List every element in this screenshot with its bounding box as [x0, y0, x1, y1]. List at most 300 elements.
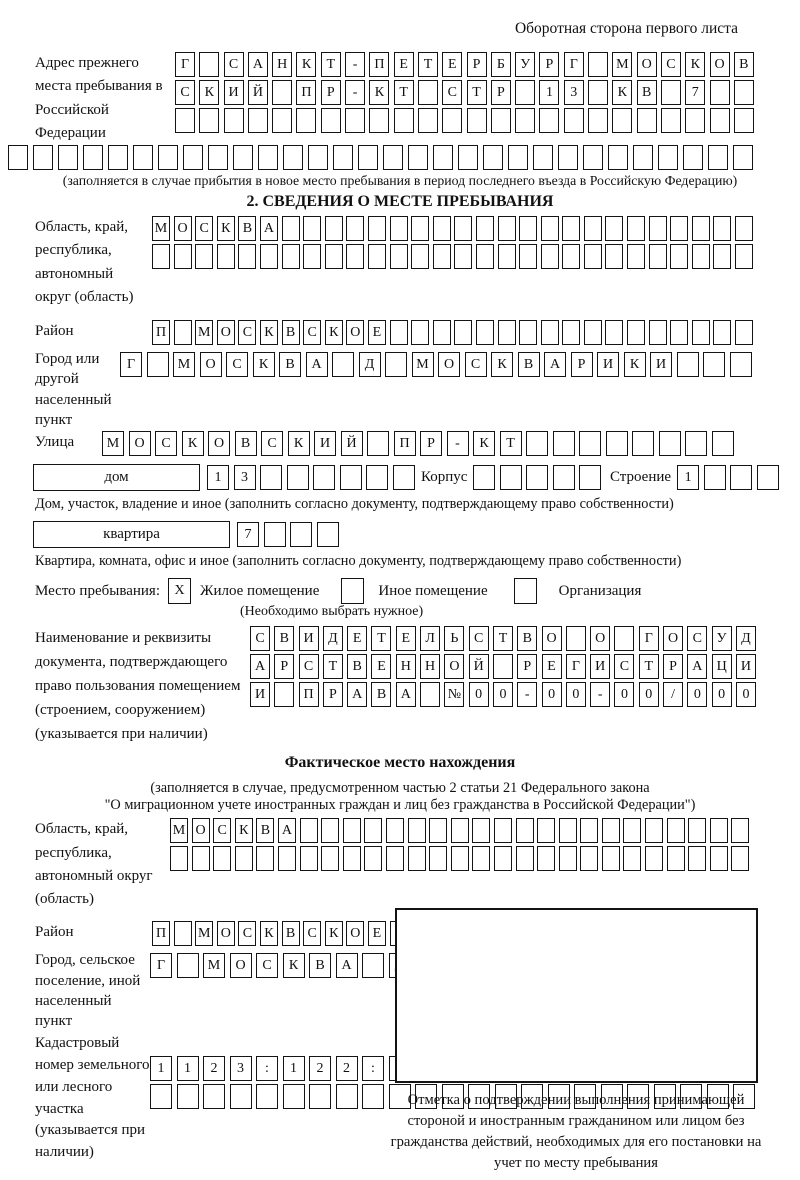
- char-cell[interactable]: Н: [272, 52, 292, 77]
- char-cell[interactable]: [411, 320, 429, 345]
- char-cell[interactable]: [580, 846, 598, 871]
- char-cell[interactable]: [692, 244, 710, 269]
- char-cell[interactable]: [174, 320, 192, 345]
- char-cell[interactable]: П: [369, 52, 389, 77]
- char-cell[interactable]: [633, 145, 653, 170]
- char-cell[interactable]: [321, 818, 339, 843]
- char-cell[interactable]: Е: [396, 626, 416, 651]
- char-cell[interactable]: [369, 108, 389, 133]
- char-cell[interactable]: [321, 846, 339, 871]
- char-cell[interactable]: Т: [467, 80, 487, 105]
- char-cell[interactable]: [608, 145, 628, 170]
- char-cell[interactable]: [83, 145, 103, 170]
- char-cell[interactable]: О: [663, 626, 683, 651]
- char-cell[interactable]: А: [278, 818, 296, 843]
- char-cell[interactable]: [692, 216, 710, 241]
- char-cell[interactable]: [290, 522, 312, 547]
- char-cell[interactable]: [332, 352, 354, 377]
- char-cell[interactable]: [283, 145, 303, 170]
- char-cell[interactable]: Г: [150, 953, 172, 978]
- char-cell[interactable]: Р: [323, 682, 343, 707]
- char-cell[interactable]: [583, 145, 603, 170]
- korpus-cells[interactable]: [473, 465, 606, 493]
- char-cell[interactable]: [562, 244, 580, 269]
- char-cell[interactable]: В: [309, 953, 331, 978]
- char-cell[interactable]: [343, 846, 361, 871]
- char-cell[interactable]: С: [175, 80, 195, 105]
- char-cell[interactable]: [566, 626, 586, 651]
- char-cell[interactable]: [174, 921, 192, 946]
- char-cell[interactable]: О: [217, 921, 235, 946]
- char-cell[interactable]: [472, 818, 490, 843]
- char-cell[interactable]: К: [283, 953, 305, 978]
- char-cell[interactable]: О: [444, 654, 464, 679]
- char-cell[interactable]: [282, 244, 300, 269]
- char-cell[interactable]: П: [296, 80, 316, 105]
- char-cell[interactable]: П: [152, 320, 170, 345]
- char-cell[interactable]: О: [542, 626, 562, 651]
- char-cell[interactable]: Е: [368, 921, 386, 946]
- char-cell[interactable]: П: [152, 921, 170, 946]
- char-cell[interactable]: [612, 108, 632, 133]
- char-cell[interactable]: [325, 244, 343, 269]
- char-cell[interactable]: [710, 818, 728, 843]
- char-cell[interactable]: [605, 216, 623, 241]
- char-cell[interactable]: А: [248, 52, 268, 77]
- char-cell[interactable]: С: [469, 626, 489, 651]
- char-cell[interactable]: 0: [639, 682, 659, 707]
- char-cell[interactable]: [158, 145, 178, 170]
- char-cell[interactable]: 1: [283, 1056, 305, 1081]
- char-cell[interactable]: [498, 216, 516, 241]
- char-cell[interactable]: [553, 465, 575, 490]
- checkbox-organizatsiya[interactable]: [514, 578, 537, 604]
- char-cell[interactable]: [519, 320, 537, 345]
- char-cell[interactable]: [283, 1084, 305, 1109]
- char-cell[interactable]: [133, 145, 153, 170]
- char-cell[interactable]: [632, 431, 654, 456]
- char-cell[interactable]: [454, 244, 472, 269]
- char-cell[interactable]: Н: [396, 654, 416, 679]
- char-cell[interactable]: 7: [685, 80, 705, 105]
- char-cell[interactable]: Т: [418, 52, 438, 77]
- char-cell[interactable]: [429, 846, 447, 871]
- doc-row-2[interactable]: [250, 654, 760, 682]
- char-cell[interactable]: А: [396, 682, 416, 707]
- char-cell[interactable]: [515, 80, 535, 105]
- prev-address-row-3[interactable]: [175, 108, 758, 136]
- char-cell[interactable]: [233, 145, 253, 170]
- char-cell[interactable]: В: [371, 682, 391, 707]
- char-cell[interactable]: К: [369, 80, 389, 105]
- char-cell[interactable]: [559, 846, 577, 871]
- char-cell[interactable]: [418, 108, 438, 133]
- char-cell[interactable]: [33, 145, 53, 170]
- char-cell[interactable]: [649, 244, 667, 269]
- char-cell[interactable]: С: [299, 654, 319, 679]
- char-cell[interactable]: [710, 846, 728, 871]
- char-cell[interactable]: С: [155, 431, 177, 456]
- char-cell[interactable]: [519, 216, 537, 241]
- char-cell[interactable]: [500, 465, 522, 490]
- char-cell[interactable]: Р: [274, 654, 294, 679]
- char-cell[interactable]: [390, 216, 408, 241]
- char-cell[interactable]: -: [590, 682, 610, 707]
- char-cell[interactable]: Г: [564, 52, 584, 77]
- char-cell[interactable]: М: [195, 320, 213, 345]
- char-cell[interactable]: М: [412, 352, 434, 377]
- char-cell[interactable]: [451, 846, 469, 871]
- char-cell[interactable]: Р: [491, 80, 511, 105]
- char-cell[interactable]: [516, 818, 534, 843]
- char-cell[interactable]: [494, 846, 512, 871]
- char-cell[interactable]: [248, 108, 268, 133]
- char-cell[interactable]: №: [444, 682, 464, 707]
- char-cell[interactable]: [734, 108, 754, 133]
- char-cell[interactable]: С: [238, 921, 256, 946]
- char-cell[interactable]: [627, 244, 645, 269]
- char-cell[interactable]: И: [736, 654, 756, 679]
- char-cell[interactable]: Р: [663, 654, 683, 679]
- char-cell[interactable]: [325, 216, 343, 241]
- char-cell[interactable]: С: [465, 352, 487, 377]
- char-cell[interactable]: [588, 108, 608, 133]
- char-cell[interactable]: [704, 465, 726, 490]
- char-cell[interactable]: [309, 1084, 331, 1109]
- char-cell[interactable]: [661, 108, 681, 133]
- apartment-box[interactable]: квартира: [33, 521, 230, 548]
- char-cell[interactable]: Е: [394, 52, 414, 77]
- prev-address-row-2[interactable]: [175, 80, 758, 108]
- char-cell[interactable]: Е: [347, 626, 367, 651]
- char-cell[interactable]: 0: [493, 682, 513, 707]
- char-cell[interactable]: С: [661, 52, 681, 77]
- char-cell[interactable]: [282, 216, 300, 241]
- char-cell[interactable]: К: [253, 352, 275, 377]
- char-cell[interactable]: [526, 431, 548, 456]
- char-cell[interactable]: :: [256, 1056, 278, 1081]
- char-cell[interactable]: В: [282, 320, 300, 345]
- char-cell[interactable]: О: [200, 352, 222, 377]
- char-cell[interactable]: С: [614, 654, 634, 679]
- char-cell[interactable]: О: [710, 52, 730, 77]
- char-cell[interactable]: О: [590, 626, 610, 651]
- char-cell[interactable]: [584, 244, 602, 269]
- char-cell[interactable]: [467, 108, 487, 133]
- char-cell[interactable]: 7: [237, 522, 259, 547]
- char-cell[interactable]: [368, 244, 386, 269]
- char-cell[interactable]: [366, 465, 388, 490]
- char-cell[interactable]: [713, 244, 731, 269]
- char-cell[interactable]: [394, 108, 414, 133]
- char-cell[interactable]: [730, 465, 752, 490]
- char-cell[interactable]: [493, 654, 513, 679]
- char-cell[interactable]: И: [224, 80, 244, 105]
- char-cell[interactable]: К: [260, 320, 278, 345]
- char-cell[interactable]: [458, 145, 478, 170]
- char-cell[interactable]: [508, 145, 528, 170]
- char-cell[interactable]: [605, 244, 623, 269]
- char-cell[interactable]: [734, 80, 754, 105]
- char-cell[interactable]: К: [235, 818, 253, 843]
- char-cell[interactable]: -: [345, 80, 365, 105]
- char-cell[interactable]: В: [238, 216, 256, 241]
- char-cell[interactable]: А: [306, 352, 328, 377]
- char-cell[interactable]: 2: [309, 1056, 331, 1081]
- char-cell[interactable]: [208, 145, 228, 170]
- char-cell[interactable]: [627, 216, 645, 241]
- char-cell[interactable]: [627, 320, 645, 345]
- char-cell[interactable]: [683, 145, 703, 170]
- char-cell[interactable]: [670, 244, 688, 269]
- fact-region-row-1[interactable]: [170, 818, 753, 846]
- char-cell[interactable]: В: [637, 80, 657, 105]
- char-cell[interactable]: [386, 846, 404, 871]
- char-cell[interactable]: [605, 320, 623, 345]
- house-box[interactable]: дом: [33, 464, 200, 491]
- checkbox-zhiloe-pomeshchenie[interactable]: X: [168, 578, 191, 604]
- char-cell[interactable]: Г: [639, 626, 659, 651]
- char-cell[interactable]: Н: [420, 654, 440, 679]
- char-cell[interactable]: [537, 818, 555, 843]
- char-cell[interactable]: И: [299, 626, 319, 651]
- char-cell[interactable]: Й: [248, 80, 268, 105]
- char-cell[interactable]: К: [260, 921, 278, 946]
- char-cell[interactable]: Г: [175, 52, 195, 77]
- char-cell[interactable]: [649, 320, 667, 345]
- char-cell[interactable]: [637, 108, 657, 133]
- char-cell[interactable]: [730, 352, 752, 377]
- char-cell[interactable]: [343, 818, 361, 843]
- doc-row-3[interactable]: [250, 682, 760, 710]
- char-cell[interactable]: [362, 953, 384, 978]
- char-cell[interactable]: 3: [230, 1056, 252, 1081]
- char-cell[interactable]: [346, 244, 364, 269]
- char-cell[interactable]: [658, 145, 678, 170]
- char-cell[interactable]: О: [208, 431, 230, 456]
- char-cell[interactable]: [364, 846, 382, 871]
- char-cell[interactable]: [367, 431, 389, 456]
- char-cell[interactable]: 1: [539, 80, 559, 105]
- char-cell[interactable]: [238, 244, 256, 269]
- char-cell[interactable]: [649, 216, 667, 241]
- char-cell[interactable]: [713, 216, 731, 241]
- char-cell[interactable]: [278, 846, 296, 871]
- char-cell[interactable]: [661, 80, 681, 105]
- char-cell[interactable]: [58, 145, 78, 170]
- char-cell[interactable]: Ц: [712, 654, 732, 679]
- char-cell[interactable]: [411, 244, 429, 269]
- char-cell[interactable]: [358, 145, 378, 170]
- char-cell[interactable]: [476, 216, 494, 241]
- char-cell[interactable]: [476, 320, 494, 345]
- char-cell[interactable]: Р: [420, 431, 442, 456]
- char-cell[interactable]: К: [325, 921, 343, 946]
- char-cell[interactable]: [368, 216, 386, 241]
- char-cell[interactable]: [645, 818, 663, 843]
- char-cell[interactable]: В: [282, 921, 300, 946]
- char-cell[interactable]: М: [612, 52, 632, 77]
- char-cell[interactable]: [584, 320, 602, 345]
- char-cell[interactable]: К: [296, 52, 316, 77]
- char-cell[interactable]: [333, 145, 353, 170]
- char-cell[interactable]: [175, 108, 195, 133]
- char-cell[interactable]: [579, 431, 601, 456]
- char-cell[interactable]: [150, 1084, 172, 1109]
- char-cell[interactable]: 3: [564, 80, 584, 105]
- char-cell[interactable]: А: [336, 953, 358, 978]
- char-cell[interactable]: [177, 953, 199, 978]
- char-cell[interactable]: К: [217, 216, 235, 241]
- char-cell[interactable]: 0: [712, 682, 732, 707]
- char-cell[interactable]: К: [491, 352, 513, 377]
- char-cell[interactable]: В: [274, 626, 294, 651]
- char-cell[interactable]: С: [256, 953, 278, 978]
- char-cell[interactable]: [757, 465, 779, 490]
- char-cell[interactable]: [541, 216, 559, 241]
- district-row[interactable]: [152, 320, 757, 348]
- char-cell[interactable]: А: [687, 654, 707, 679]
- char-cell[interactable]: [346, 216, 364, 241]
- char-cell[interactable]: [296, 108, 316, 133]
- char-cell[interactable]: 2: [203, 1056, 225, 1081]
- char-cell[interactable]: Е: [442, 52, 462, 77]
- char-cell[interactable]: А: [347, 682, 367, 707]
- char-cell[interactable]: [713, 320, 731, 345]
- char-cell[interactable]: [494, 818, 512, 843]
- char-cell[interactable]: [386, 818, 404, 843]
- char-cell[interactable]: К: [288, 431, 310, 456]
- char-cell[interactable]: [692, 320, 710, 345]
- char-cell[interactable]: [584, 216, 602, 241]
- char-cell[interactable]: [183, 145, 203, 170]
- char-cell[interactable]: Р: [571, 352, 593, 377]
- char-cell[interactable]: 0: [566, 682, 586, 707]
- char-cell[interactable]: Л: [420, 626, 440, 651]
- char-cell[interactable]: [667, 818, 685, 843]
- char-cell[interactable]: 0: [687, 682, 707, 707]
- char-cell[interactable]: -: [517, 682, 537, 707]
- prev-address-row-1[interactable]: [175, 52, 758, 80]
- char-cell[interactable]: /: [663, 682, 683, 707]
- char-cell[interactable]: У: [712, 626, 732, 651]
- char-cell[interactable]: [108, 145, 128, 170]
- char-cell[interactable]: П: [394, 431, 416, 456]
- char-cell[interactable]: [688, 846, 706, 871]
- char-cell[interactable]: [408, 145, 428, 170]
- char-cell[interactable]: -: [345, 52, 365, 77]
- char-cell[interactable]: [473, 465, 495, 490]
- char-cell[interactable]: [735, 216, 753, 241]
- char-cell[interactable]: [670, 216, 688, 241]
- char-cell[interactable]: У: [515, 52, 535, 77]
- char-cell[interactable]: [385, 352, 407, 377]
- char-cell[interactable]: Р: [517, 654, 537, 679]
- prev-address-row-4[interactable]: [0, 145, 800, 173]
- char-cell[interactable]: 1: [150, 1056, 172, 1081]
- char-cell[interactable]: [588, 52, 608, 77]
- char-cell[interactable]: Д: [359, 352, 381, 377]
- char-cell[interactable]: К: [612, 80, 632, 105]
- char-cell[interactable]: [256, 846, 274, 871]
- char-cell[interactable]: [731, 818, 749, 843]
- street-row[interactable]: [102, 431, 738, 459]
- char-cell[interactable]: [199, 108, 219, 133]
- char-cell[interactable]: [317, 522, 339, 547]
- char-cell[interactable]: Т: [639, 654, 659, 679]
- char-cell[interactable]: [562, 216, 580, 241]
- char-cell[interactable]: [192, 846, 210, 871]
- char-cell[interactable]: М: [195, 921, 213, 946]
- char-cell[interactable]: [685, 108, 705, 133]
- char-cell[interactable]: К: [473, 431, 495, 456]
- char-cell[interactable]: [519, 244, 537, 269]
- char-cell[interactable]: 0: [736, 682, 756, 707]
- char-cell[interactable]: [537, 846, 555, 871]
- char-cell[interactable]: С: [226, 352, 248, 377]
- char-cell[interactable]: [606, 431, 628, 456]
- char-cell[interactable]: [541, 320, 559, 345]
- char-cell[interactable]: [264, 522, 286, 547]
- char-cell[interactable]: :: [362, 1056, 384, 1081]
- char-cell[interactable]: [559, 818, 577, 843]
- char-cell[interactable]: [498, 320, 516, 345]
- char-cell[interactable]: М: [203, 953, 225, 978]
- char-cell[interactable]: [710, 80, 730, 105]
- char-cell[interactable]: [303, 244, 321, 269]
- char-cell[interactable]: [364, 818, 382, 843]
- char-cell[interactable]: [429, 818, 447, 843]
- char-cell[interactable]: [677, 352, 699, 377]
- char-cell[interactable]: [533, 145, 553, 170]
- stroenie-cells[interactable]: [677, 465, 783, 493]
- char-cell[interactable]: [224, 108, 244, 133]
- char-cell[interactable]: [708, 145, 728, 170]
- char-cell[interactable]: О: [230, 953, 252, 978]
- char-cell[interactable]: Б: [491, 52, 511, 77]
- char-cell[interactable]: О: [217, 320, 235, 345]
- char-cell[interactable]: 3: [234, 465, 256, 490]
- char-cell[interactable]: 0: [614, 682, 634, 707]
- char-cell[interactable]: Ь: [444, 626, 464, 651]
- char-cell[interactable]: [564, 108, 584, 133]
- char-cell[interactable]: В: [734, 52, 754, 77]
- char-cell[interactable]: [553, 431, 575, 456]
- char-cell[interactable]: С: [224, 52, 244, 77]
- char-cell[interactable]: И: [250, 682, 270, 707]
- doc-row-1[interactable]: [250, 626, 760, 654]
- char-cell[interactable]: М: [152, 216, 170, 241]
- char-cell[interactable]: Е: [542, 654, 562, 679]
- char-cell[interactable]: [345, 108, 365, 133]
- char-cell[interactable]: Т: [321, 52, 341, 77]
- char-cell[interactable]: [390, 244, 408, 269]
- char-cell[interactable]: [152, 244, 170, 269]
- char-cell[interactable]: [454, 216, 472, 241]
- char-cell[interactable]: [667, 846, 685, 871]
- char-cell[interactable]: Д: [323, 626, 343, 651]
- char-cell[interactable]: И: [590, 654, 610, 679]
- char-cell[interactable]: В: [347, 654, 367, 679]
- char-cell[interactable]: 2: [336, 1056, 358, 1081]
- char-cell[interactable]: [418, 80, 438, 105]
- apartment-cells[interactable]: [237, 522, 343, 550]
- char-cell[interactable]: [472, 846, 490, 871]
- char-cell[interactable]: [260, 244, 278, 269]
- char-cell[interactable]: [623, 846, 641, 871]
- char-cell[interactable]: [408, 846, 426, 871]
- char-cell[interactable]: [300, 818, 318, 843]
